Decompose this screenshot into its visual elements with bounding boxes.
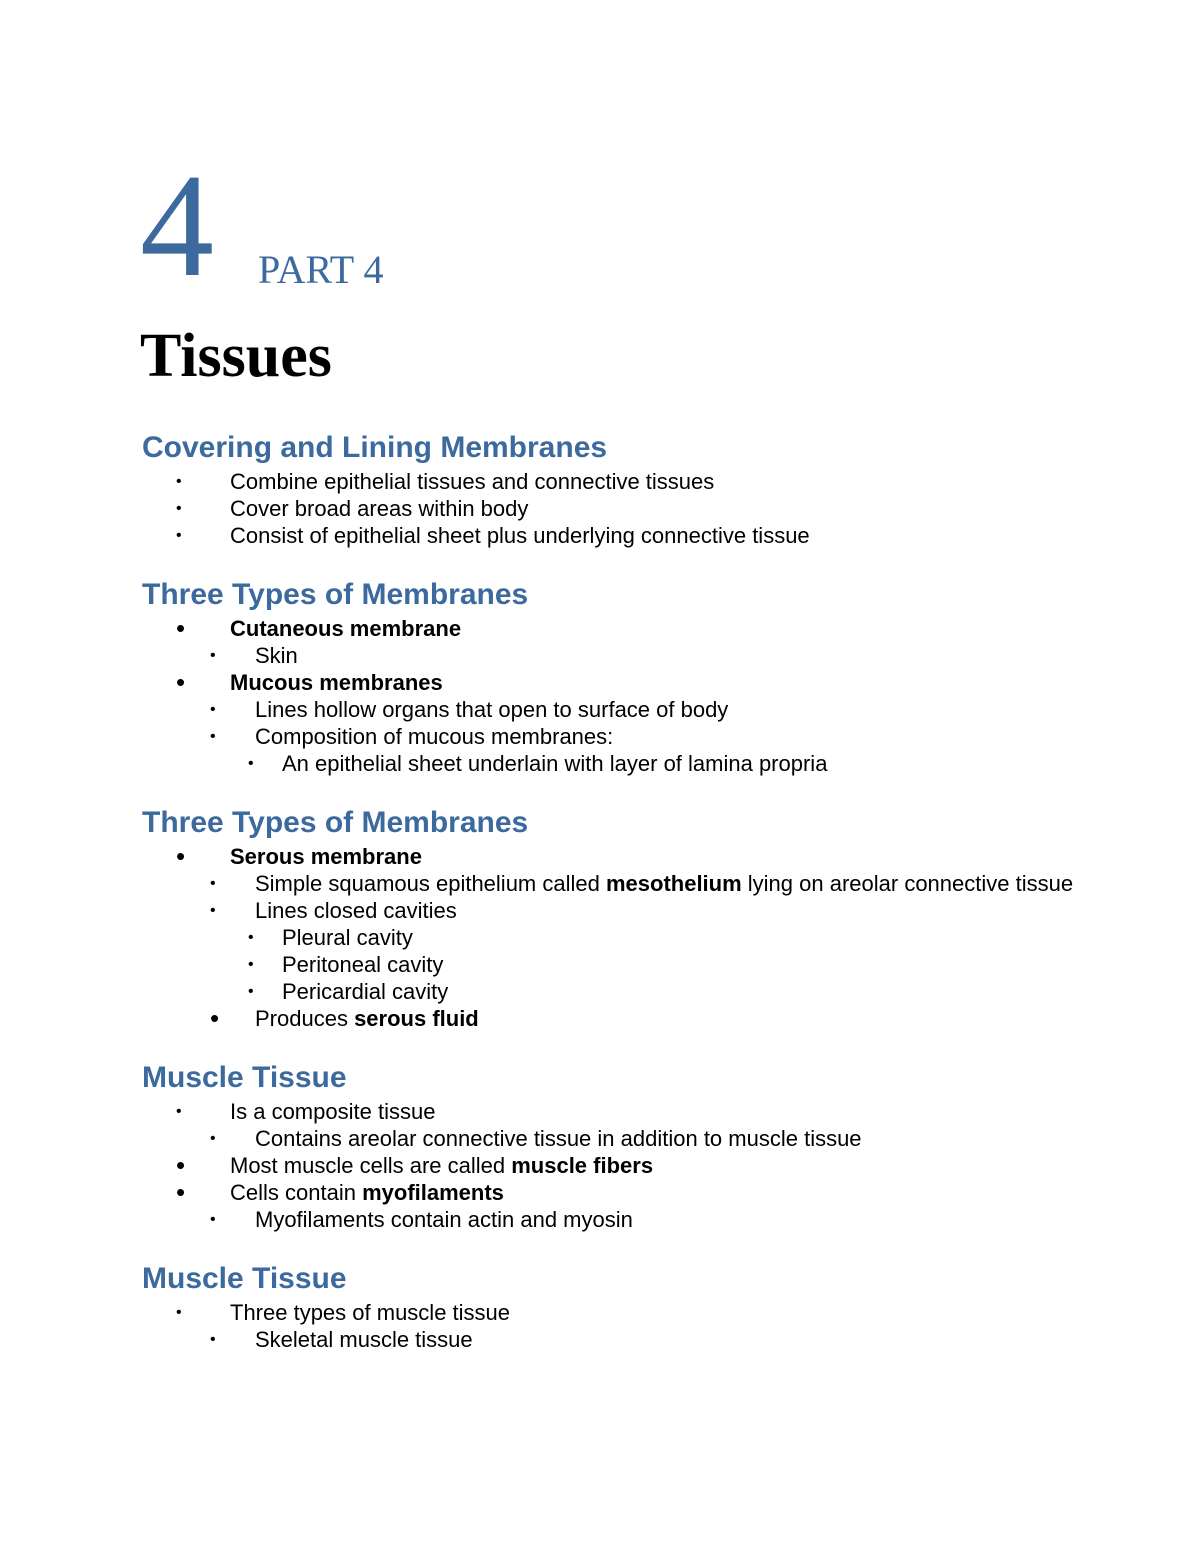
item-text-bold: mesothelium xyxy=(605,871,742,896)
item-text: Lines closed cavities xyxy=(255,898,457,923)
item-text: Cover broad areas within body xyxy=(230,496,529,521)
list-item xyxy=(142,522,1142,549)
list-item xyxy=(142,1299,1142,1326)
bullet-icon: • xyxy=(210,875,216,892)
section-muscle-tissue-2 xyxy=(142,1259,1142,1353)
item-text: Serous membrane xyxy=(230,844,422,869)
bullet-icon: • xyxy=(176,473,182,490)
list-item xyxy=(142,669,1142,696)
bullet-icon: • xyxy=(248,956,254,973)
item-text: Contains areolar connective tissue in addition to muscle tissue xyxy=(255,1126,862,1151)
item-text-bold: muscle fibers xyxy=(511,1153,654,1178)
item-text-pre: Most muscle cells are called xyxy=(230,1153,512,1178)
item-text: Consist of epithelial sheet plus underlying connective tissue xyxy=(230,523,810,548)
bullet-icon: • xyxy=(176,841,186,871)
list-item xyxy=(142,1326,1142,1353)
section-three-types-membranes-1 xyxy=(142,575,1142,777)
list-item xyxy=(142,1125,1142,1152)
bullet-icon: • xyxy=(210,1003,220,1033)
bullet-icon: • xyxy=(248,929,254,946)
list-item xyxy=(142,843,1142,870)
item-text-bold: myofilaments xyxy=(362,1180,504,1205)
list-item xyxy=(142,642,1142,669)
item-text: Pericardial cavity xyxy=(282,979,449,1004)
bullet-icon: • xyxy=(176,667,186,697)
list-item xyxy=(142,696,1142,723)
bullet-icon: • xyxy=(176,1103,182,1120)
section-covering-lining-membranes xyxy=(142,428,1142,549)
bullet-icon: • xyxy=(210,1211,216,1228)
item-text-pre: Cells contain xyxy=(230,1180,363,1205)
list-item xyxy=(142,978,1142,1005)
list-item xyxy=(142,1179,1142,1206)
part-header xyxy=(140,144,384,308)
list-item xyxy=(142,495,1142,522)
list-item xyxy=(142,1005,1142,1032)
bullet-icon: • xyxy=(210,1331,216,1348)
list-item xyxy=(142,750,1142,777)
list-item xyxy=(142,1206,1142,1233)
bullet-icon: • xyxy=(176,1177,186,1207)
bullet-icon: • xyxy=(210,1130,216,1147)
list-item xyxy=(142,951,1142,978)
item-text: Composition of mucous membranes: xyxy=(255,724,614,749)
bullet-icon: • xyxy=(176,613,186,643)
item-text: Skin xyxy=(255,643,298,668)
list-item xyxy=(142,723,1142,750)
section-heading: Three Types of Membranes xyxy=(142,578,529,611)
item-text: Pleural cavity xyxy=(282,925,413,950)
item-text-bold: serous fluid xyxy=(354,1006,479,1031)
bullet-icon: • xyxy=(210,647,216,664)
item-text: Three types of muscle tissue xyxy=(230,1300,511,1325)
item-text: Peritoneal cavity xyxy=(282,952,444,977)
list-item xyxy=(142,1098,1142,1125)
part-label: PART 4 xyxy=(258,247,384,292)
bullet-icon: • xyxy=(176,1304,182,1321)
item-text: An epithelial sheet underlain with layer of lamina propria xyxy=(282,751,828,776)
item-text: Myofilaments contain actin and myosin xyxy=(255,1207,633,1232)
item-text: Lines hollow organs that open to surface of body xyxy=(255,697,729,722)
bullet-icon: • xyxy=(210,728,216,745)
item-text: Skeletal muscle tissue xyxy=(255,1327,473,1352)
item-text-pre: Simple squamous epithelium called xyxy=(255,871,606,896)
section-heading: Covering and Lining Membranes xyxy=(142,431,608,464)
bullet-icon: • xyxy=(210,701,216,718)
item-text-post: lying on areolar connective tissue xyxy=(741,871,1074,896)
item-text: Combine epithelial tissues and connective tissues xyxy=(230,469,715,494)
item-text: Is a composite tissue xyxy=(230,1099,436,1124)
list-item xyxy=(142,897,1142,924)
bullet-icon: • xyxy=(176,500,182,517)
section-heading: Muscle Tissue xyxy=(142,1061,347,1094)
list-item xyxy=(142,870,1142,897)
section-heading: Three Types of Membranes xyxy=(142,806,529,839)
list-item xyxy=(142,924,1142,951)
bullet-icon: • xyxy=(248,983,254,1000)
list-item xyxy=(142,468,1142,495)
list-item xyxy=(142,1152,1142,1179)
list-item xyxy=(142,615,1142,642)
section-muscle-tissue-1 xyxy=(142,1058,1142,1233)
bullet-icon: • xyxy=(176,527,182,544)
section-heading: Muscle Tissue xyxy=(142,1262,347,1295)
section-three-types-membranes-2 xyxy=(142,803,1142,1032)
bullet-icon: • xyxy=(248,755,254,772)
document-body xyxy=(142,428,1142,1379)
document-title: Tissues xyxy=(140,322,332,390)
item-text: Cutaneous membrane xyxy=(230,616,462,641)
item-text: Mucous membranes xyxy=(230,670,443,695)
bullet-icon: • xyxy=(210,902,216,919)
chapter-number: 4 xyxy=(140,144,214,308)
bullet-icon: • xyxy=(176,1150,186,1180)
item-text-pre: Produces xyxy=(255,1006,355,1031)
